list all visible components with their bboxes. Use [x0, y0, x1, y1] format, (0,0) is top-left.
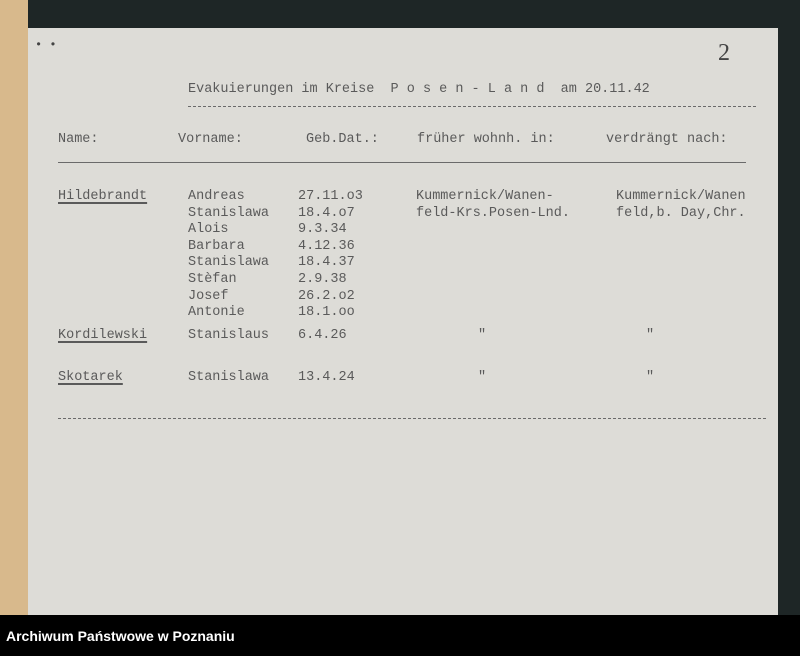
geb: 26.2.o2 — [298, 288, 355, 304]
header-rule — [58, 162, 746, 163]
geb: 18.1.oo — [298, 305, 355, 321]
document-title: Evakuierungen im Kreise P o s e n - L a n d am 20.11.42 — [188, 82, 650, 97]
vorname: Alois — [188, 222, 229, 238]
vorname: Josef — [188, 288, 229, 304]
vorname: Stèfan — [188, 272, 237, 287]
vorname: Stanislawa — [188, 255, 270, 271]
header-verdraengt: verdrängt nach: — [606, 132, 728, 147]
punch-marks: • • — [35, 38, 57, 52]
surname: Kordilewski — [58, 328, 148, 343]
vorname: Stanislawa — [188, 205, 270, 221]
geb: 4.12.36 — [298, 238, 355, 254]
ditto-mark: " — [646, 370, 655, 385]
end-rule — [58, 418, 766, 419]
ditto-mark: " — [478, 370, 487, 385]
vorname: Stanislaus — [188, 328, 270, 343]
frueher-line: Kummernick/Wanen- — [416, 189, 554, 204]
verdraengt-line: feld,b. Day,Chr. — [616, 205, 746, 221]
header-name: Name: — [58, 132, 99, 147]
archive-footer — [0, 615, 800, 656]
geb: 27.11.o3 — [298, 189, 363, 204]
ditto-mark: " — [646, 328, 655, 343]
geb: 2.9.38 — [298, 272, 347, 287]
vorname: Barbara — [188, 238, 245, 254]
archive-name: Archiwum Państwowe w Poznaniu — [6, 628, 235, 644]
header-geb: Geb.Dat.: — [306, 132, 379, 147]
ditto-mark: " — [478, 328, 487, 343]
surname: Hildebrandt — [58, 189, 148, 204]
surname: Skotarek — [58, 370, 123, 385]
title-rule — [188, 106, 756, 107]
geb: 9.3.34 — [298, 222, 347, 238]
verdraengt-line: Kummernick/Wanen — [616, 189, 746, 204]
geb: 13.4.24 — [298, 370, 355, 385]
geb: 18.4.37 — [298, 255, 355, 271]
geb: 6.4.26 — [298, 328, 347, 343]
binding-strip — [0, 0, 28, 615]
vorname: Stanislawa — [188, 370, 270, 385]
header-frueher: früher wohnh. in: — [417, 132, 555, 147]
geb: 18.4.o7 — [298, 205, 355, 221]
vorname: Antonie — [188, 305, 245, 321]
frueher-line: feld-Krs.Posen-Lnd. — [416, 205, 570, 221]
document-page — [28, 28, 778, 615]
page-number: 2 — [718, 40, 730, 66]
header-vorname: Vorname: — [178, 132, 243, 147]
vorname: Andreas — [188, 189, 245, 204]
